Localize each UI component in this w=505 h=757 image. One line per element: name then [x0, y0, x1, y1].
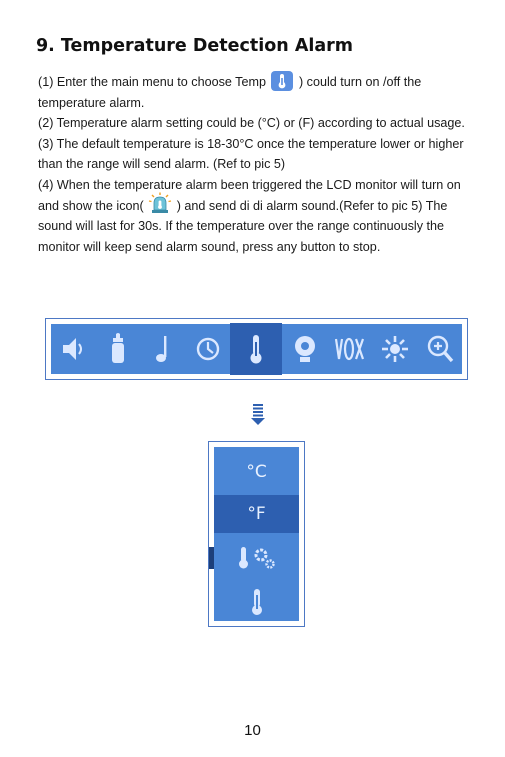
paragraph-2: (2) Temperature alarm setting could be (°C) or (F) according to actual usage. [38, 116, 465, 131]
paragraph-4-start: (4) When the temperature alarm been triggered the LCD monitor will turn on and show the icon( [38, 177, 461, 213]
menu-item-vox[interactable] [328, 324, 372, 374]
instructions [38, 72, 478, 257]
menu-item-zoom[interactable] [418, 324, 462, 374]
speaker-icon [60, 334, 86, 364]
baby-bottle-icon [107, 332, 129, 366]
menu-item-feeding[interactable] [96, 324, 140, 374]
celsius-option[interactable] [214, 453, 299, 491]
paragraph-3: (3) The default temperature is 18-30°C once the temperature lower or higher than the range will send alarm. (Ref to pic 5) [38, 136, 464, 172]
paragraph-4-end: ) and send di di alarm sound.(Refer to pic 5) The sound will last for 30s. If the temperature over the range continuously the monitor will keep send alarm sound, press any button to stop. [38, 198, 448, 254]
temp-menu-icon [271, 71, 293, 91]
temperature-submenu-screenshot [208, 441, 305, 627]
page-number: 10 [244, 722, 261, 739]
clock-icon [194, 334, 222, 364]
menu-item-temperature[interactable] [230, 323, 282, 375]
alarm-icon [148, 192, 172, 214]
music-note-icon [153, 333, 173, 365]
arrow-down-icon [251, 404, 265, 426]
paragraph-1-end: ) could turn on /off the temperature alarm. [38, 75, 422, 110]
alarm-toggle-option[interactable] [214, 583, 299, 621]
alarm-settings-option[interactable] [214, 539, 299, 577]
vox-icon [335, 333, 365, 365]
thermometer-icon [247, 332, 265, 366]
paragraph-1-start: (1) Enter the main menu to choose Temp [38, 75, 266, 89]
fahrenheit-label: °F [247, 504, 266, 524]
menu-item-lullaby[interactable] [141, 324, 185, 374]
temperature-submenu [214, 447, 299, 621]
paragraph-4 [38, 175, 478, 257]
menu-bar [51, 324, 462, 374]
camera-icon [292, 333, 318, 365]
menu-item-brightness[interactable] [373, 324, 417, 374]
menu-item-clock[interactable] [186, 324, 230, 374]
zoom-icon [425, 334, 455, 364]
menu-item-volume[interactable] [51, 324, 95, 374]
menu-screenshot [45, 318, 468, 380]
celsius-label: °C [246, 462, 267, 482]
thermometer-gear-icon [237, 543, 277, 573]
section-title: 9. Temperature Detection Alarm [36, 36, 354, 56]
fahrenheit-option[interactable] [214, 495, 299, 533]
paragraph-1 [38, 72, 478, 113]
thermometer-icon [249, 587, 265, 617]
brightness-icon [380, 334, 410, 364]
menu-item-camera[interactable] [283, 324, 327, 374]
side-marker [209, 547, 214, 569]
